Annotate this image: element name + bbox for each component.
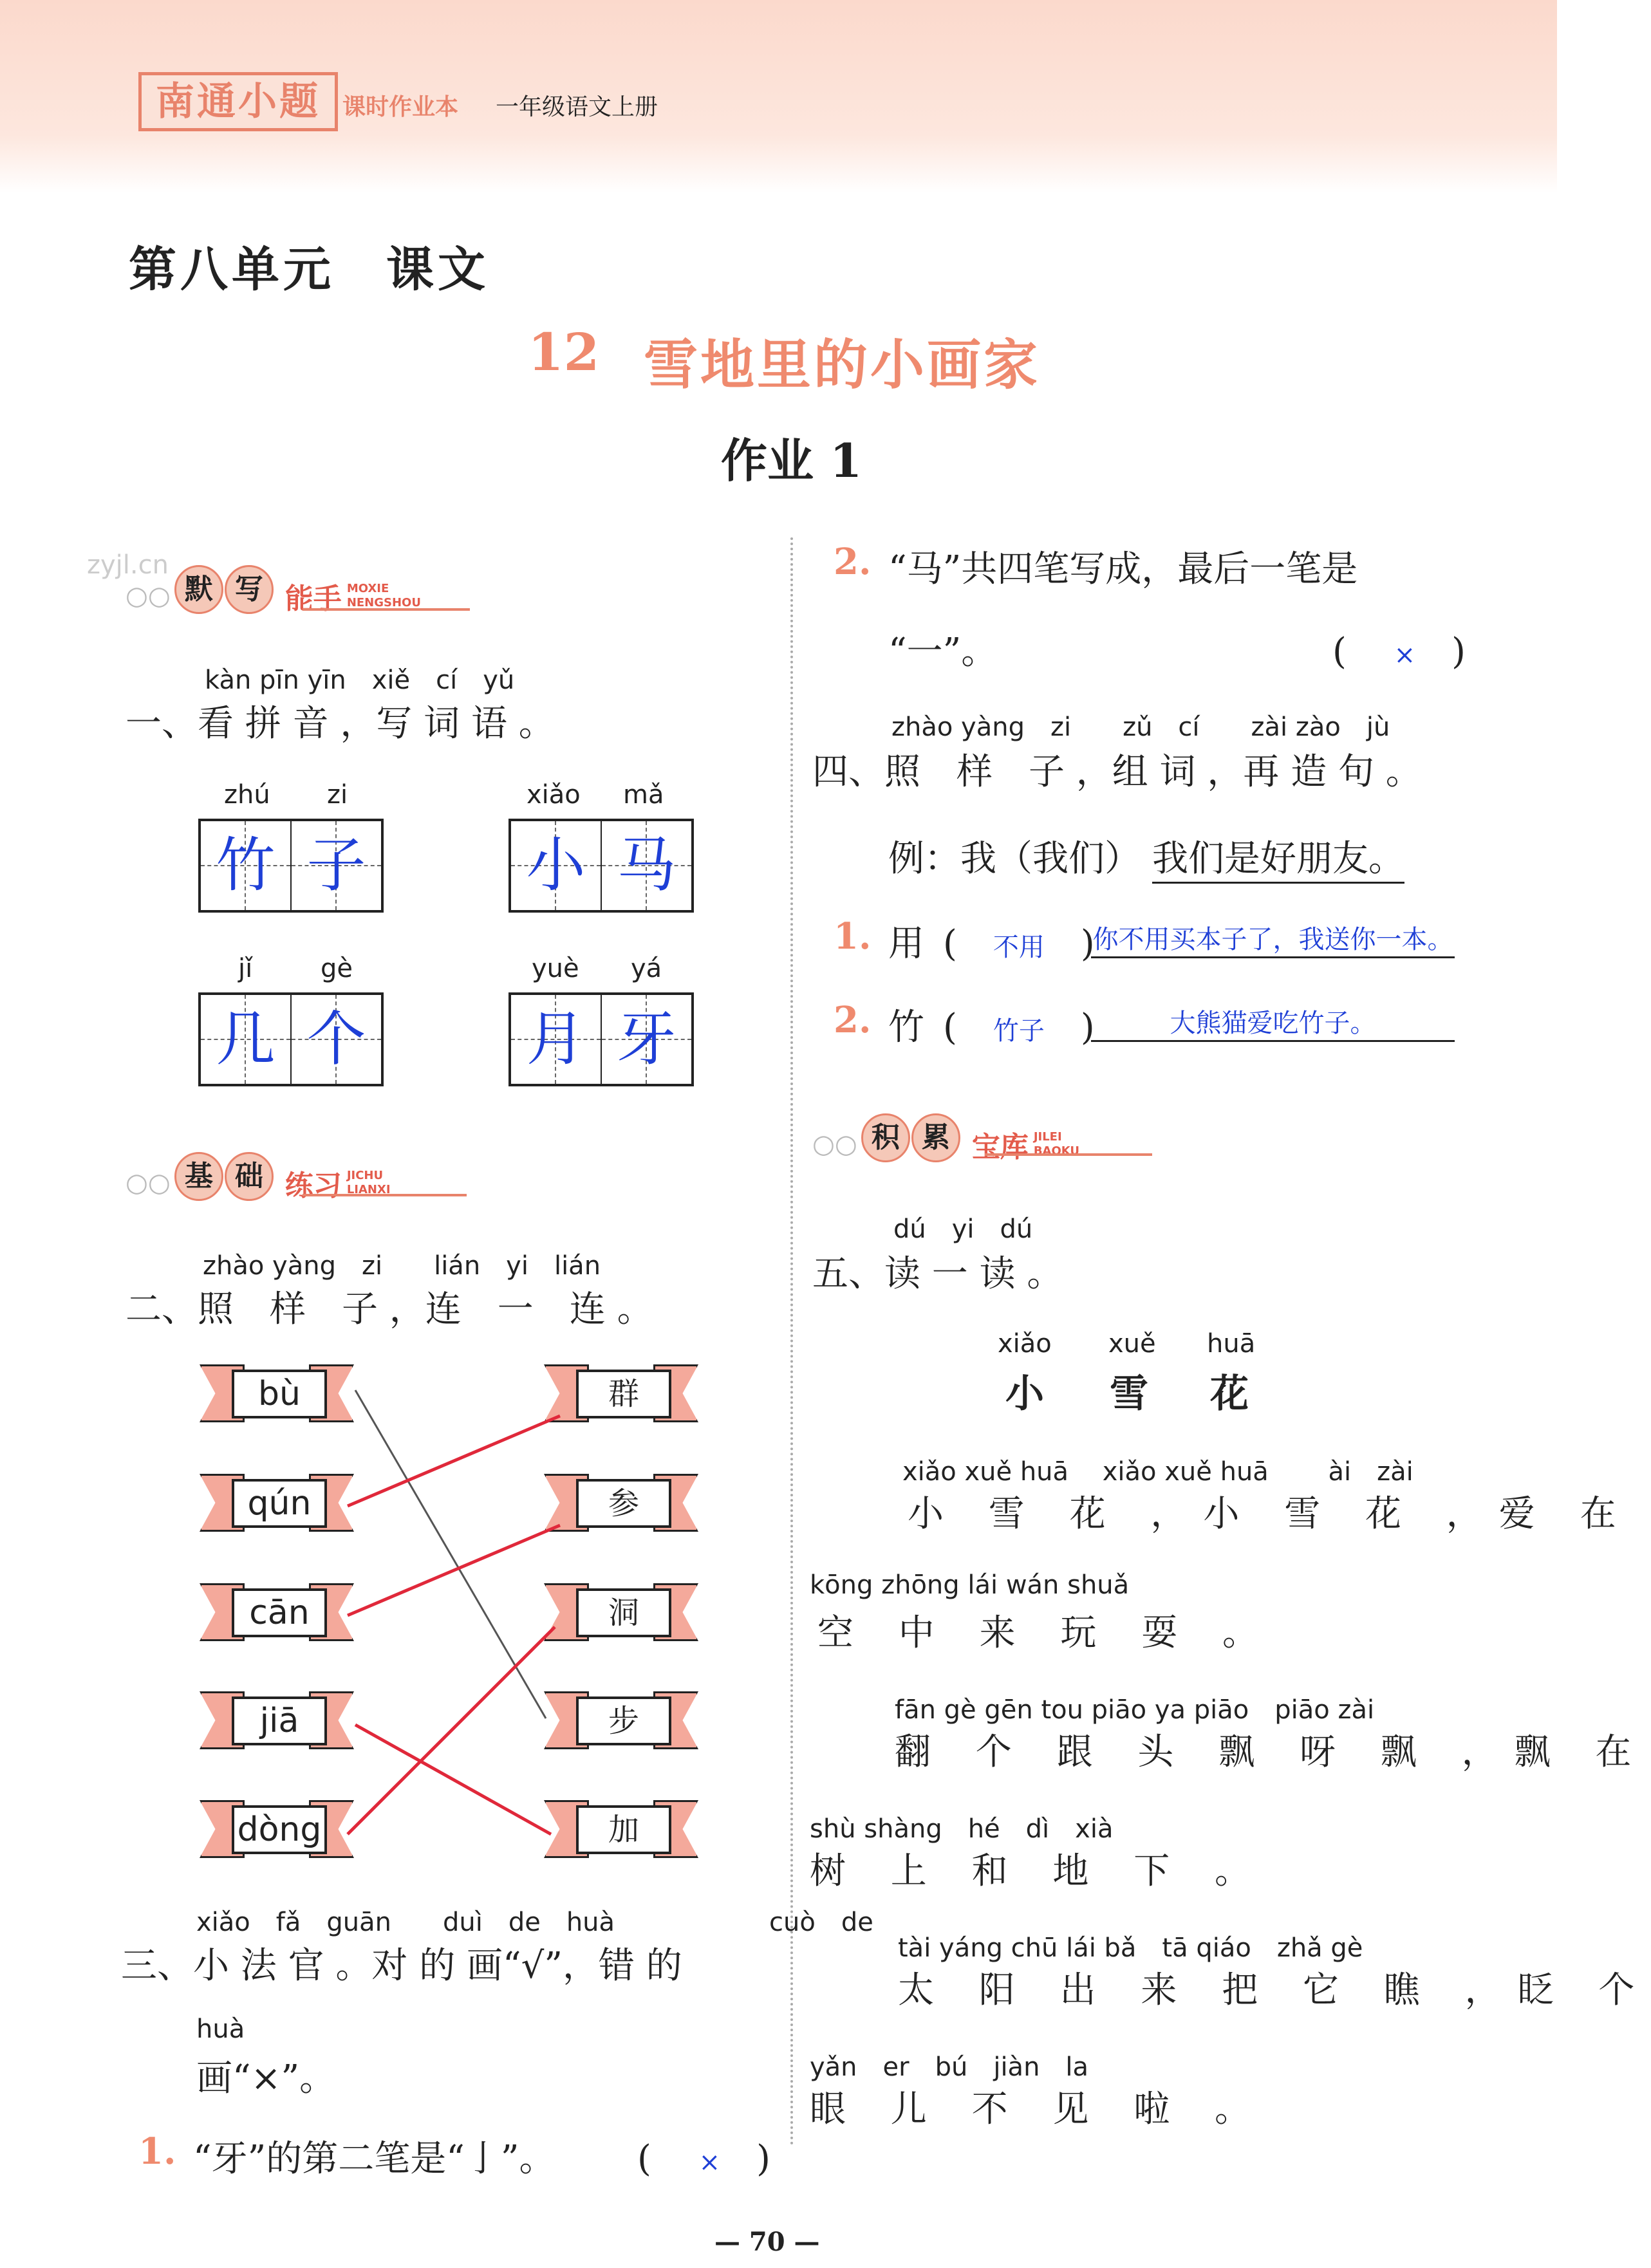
dots-icon: ○○	[126, 581, 171, 611]
grid-char: 月	[526, 1005, 586, 1074]
poem-line: 树 上 和 地 下 。	[810, 1850, 1268, 1892]
poem-title-char: 花	[1210, 1371, 1249, 1417]
ribbon-right-5[interactable]: 加	[544, 1800, 698, 1858]
unit-title: 第八单元 课文	[129, 242, 489, 297]
ribbon-left-1[interactable]: bù	[200, 1364, 354, 1422]
ribbon-left-2[interactable]: qún	[200, 1474, 354, 1532]
q4-item1-number: 1.	[834, 915, 872, 958]
match-line-dong-dong	[348, 1627, 555, 1834]
q1-text: 一、看 拼 音 ，写 词 语 。	[126, 703, 555, 745]
q3-item1-text: “牙”的第二笔是“亅”。	[193, 2138, 555, 2180]
poem-title-pinyin: huā	[1207, 1329, 1256, 1359]
q5-pinyin: dú yi dú	[893, 1214, 1033, 1244]
poem-line: 翻 个 跟 头 飘 呀 飘 ，飘 在	[895, 1731, 1648, 1773]
series-name: 课时作业本	[342, 94, 459, 120]
badge-underline	[985, 1153, 1152, 1156]
poem-title-pinyin: xiǎo	[998, 1329, 1052, 1359]
match-line-can-can	[348, 1525, 560, 1615]
q4-item2-word: 竹子	[993, 1016, 1045, 1046]
poem-title-pinyin: xuě	[1108, 1329, 1156, 1359]
ribbon-right-3[interactable]: 洞	[544, 1583, 698, 1641]
box1-pinyin-2: zi	[327, 780, 348, 810]
page-number: — 70 —	[714, 2227, 820, 2257]
grid-char: 牙	[617, 1005, 676, 1074]
box4-pinyin-1: yuè	[532, 954, 579, 983]
dots-icon: ○○	[126, 1167, 171, 1198]
q3-item2-text-2: “一”。	[888, 631, 998, 673]
grid-char: 子	[306, 831, 366, 900]
poem-line-pinyin: shù shàng hé dì xià	[810, 1814, 1114, 1844]
poem-line: 小 雪 花 ，小 雪 花 ，爱 在	[908, 1493, 1633, 1535]
q3-item2-answer: ×	[1394, 640, 1416, 670]
q4-item1-char: 用	[888, 923, 924, 965]
poem-title-char: 雪	[1110, 1371, 1148, 1417]
q4-text: 四、照 样 子 ，组 词 ，再 造 句 。	[812, 751, 1422, 793]
q3-pinyin-2: huà	[196, 2014, 245, 2044]
q4-item2-sentence: 大熊猫爱吃竹子。	[1170, 1009, 1376, 1038]
q4-item1-sentence: 你不用买本子了，我送你一本。	[1092, 925, 1453, 954]
watermark: zyjl.cn	[87, 550, 169, 580]
q3-item1-number: 1.	[138, 2130, 176, 2173]
q3-text-1: 三、小 法 官 。对 的 画“√”，错 的	[121, 1945, 682, 1987]
lesson-number: 12	[528, 322, 600, 382]
q3-item2-number: 2.	[834, 541, 872, 583]
q3-item2-paren[interactable]: ( × )	[1332, 631, 1466, 673]
section-badge-jilei: ○○ 积 累 宝库 JILEI BAOKU	[812, 1113, 1079, 1165]
brand-logo: 南通小题	[138, 72, 338, 131]
section-badge-jichu: ○○ 基 础 练习 JICHU LIANXI	[126, 1152, 391, 1204]
ribbon-left-5[interactable]: dòng	[200, 1800, 354, 1858]
q4-item1-word-field[interactable]: ( 不用 )	[943, 923, 1095, 965]
poem-line-pinyin: kōng zhōng lái wán shuǎ	[810, 1570, 1130, 1600]
poem-line: 眼 儿 不 见 啦 。	[810, 2088, 1268, 2130]
book-title: 一年级语文上册	[496, 94, 658, 120]
q4-item2-number: 2.	[834, 999, 872, 1041]
q4-item2-word-field[interactable]: ( 竹子 )	[943, 1007, 1095, 1048]
grid-char: 几	[216, 1005, 275, 1074]
q4-item1-sentence-field[interactable]	[1091, 919, 1455, 958]
q1-pinyin: kàn pīn yīn xiě cí yǔ	[205, 665, 515, 695]
box3-pinyin-1: jǐ	[238, 954, 253, 983]
q2-text: 二、照 样 子 ，连 一 连 。	[126, 1288, 653, 1330]
box1-pinyin-1: zhú	[224, 780, 270, 810]
poem-line: 空 中 来 玩 耍 。	[817, 1612, 1276, 1654]
ribbon-right-4[interactable]: 步	[544, 1691, 698, 1749]
q3-item1-paren[interactable]: ( × )	[637, 2138, 771, 2180]
box4-pinyin-2: yá	[631, 954, 662, 983]
q2-pinyin: zhào yàng zi lián yi lián	[203, 1251, 601, 1281]
lesson-title: 雪地里的小画家	[644, 333, 1041, 396]
ribbon-right-1[interactable]: 群	[544, 1364, 698, 1422]
ribbon-left-3[interactable]: cān	[200, 1583, 354, 1641]
box3-pinyin-2: gè	[321, 954, 353, 983]
match-line-qun-qun	[348, 1416, 560, 1506]
q4-example-sentence: 我们是好朋友。	[1152, 830, 1404, 884]
dots-icon: ○○	[812, 1129, 857, 1159]
grid-char: 个	[306, 1005, 366, 1074]
poem-line: 太 阳 出 来 把 它 瞧 ，眨 个	[898, 1969, 1651, 2011]
q3-item1-answer: ×	[698, 2148, 721, 2177]
q4-item2-char: 竹	[888, 1007, 924, 1048]
q4-pinyin: zhào yàng zi zǔ cí zài zào jù	[891, 712, 1390, 742]
box2-pinyin-2: mǎ	[623, 780, 664, 810]
poem-line-pinyin: yǎn er bú jiàn la	[810, 2052, 1089, 2082]
q3-pinyin-1: xiǎo fǎ guān duì de huà cuò de	[196, 1908, 873, 1937]
ribbon-right-2[interactable]: 参	[544, 1474, 698, 1532]
poem-title-char: 小	[1005, 1371, 1044, 1417]
poem-line-pinyin: xiǎo xuě huā xiǎo xuě huā ài zài	[902, 1457, 1413, 1487]
q3-text-2: 画“×”。	[196, 2058, 336, 2099]
q4-example-label: 例：我（我们）	[888, 838, 1141, 880]
grid-char: 竹	[216, 831, 275, 900]
grid-char: 小	[526, 831, 586, 900]
poem-line-pinyin: tài yáng chū lái bǎ tā qiáo zhǎ gè	[898, 1933, 1363, 1963]
box2-pinyin-1: xiǎo	[527, 780, 581, 810]
ribbon-left-4[interactable]: jiā	[200, 1691, 354, 1749]
q4-item1-word: 不用	[993, 933, 1045, 962]
q4-item2-sentence-field[interactable]	[1091, 1003, 1455, 1042]
q3-item2-text-1: “马”共四笔写成，最后一笔是	[888, 548, 1358, 590]
poem-line-pinyin: fān gè gēn tou piāo ya piāo piāo zài	[895, 1695, 1375, 1725]
section-badge-moxie: ○○ 默 写 能手 MOXIE NENGSHOU	[126, 565, 421, 617]
q5-text: 五、读 一 读 。	[812, 1253, 1063, 1295]
grid-char: 马	[617, 831, 676, 900]
match-line-jia-jia	[355, 1725, 551, 1834]
homework-title: 作业 1	[721, 433, 863, 488]
match-line-bu-bu	[355, 1390, 546, 1718]
